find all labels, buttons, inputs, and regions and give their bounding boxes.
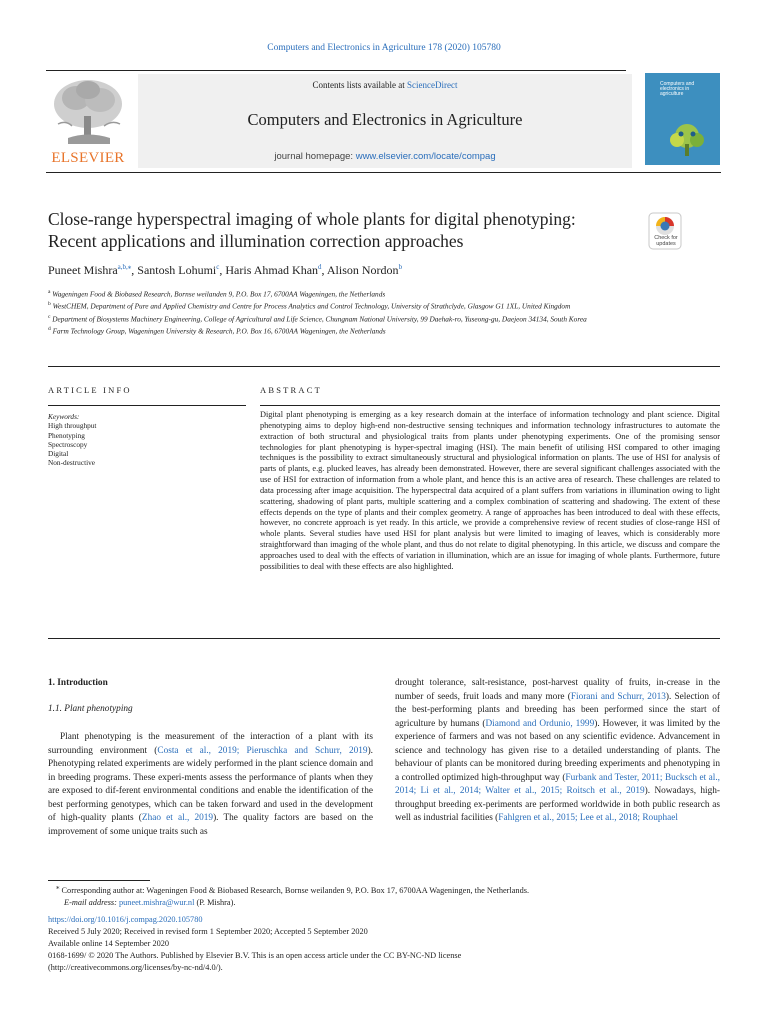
affiliation-item <box>48 287 638 299</box>
abstract-bottom-rule <box>48 638 720 639</box>
journal-title: Computers and Electronics in Agriculture <box>247 110 523 129</box>
corresponding-author-footnote <box>48 882 728 909</box>
author-separator: , <box>321 263 327 277</box>
available-online: Available online 14 September 2020 <box>48 939 170 948</box>
keyword: Spectroscopy <box>48 439 88 449</box>
article-info-heading: ARTICLE INFO <box>48 385 132 395</box>
subsection-heading: 1.1. Plant phenotyping <box>48 704 133 714</box>
citation-link[interactable]: Costa et al., 2019; Pieruschka and Schurr, 2019 <box>157 745 368 756</box>
body-text: ). Phenotyping related experiments are widely performed in the plant science domain and in breeding programs. These experi-ments assess the performance of plants when they are exposed to dif-ferent environmental conditions and enable the identification of the best performing genotypes, which can be taken forward and used in the development of high-quality plants ( <box>48 745 373 823</box>
paper-title <box>48 208 648 252</box>
paper-title-line-1: Close-range hyperspectral imaging of whole plants for digital phenotyping: <box>48 209 576 229</box>
citation-link[interactable]: Diamond and Ordunio, 1999 <box>485 718 595 729</box>
affiliation-item <box>48 299 638 311</box>
author-affiliation-mark[interactable]: a,b,⁎ <box>117 263 132 271</box>
footnote-rule <box>48 880 150 881</box>
author-affiliation-mark[interactable]: c <box>216 263 220 271</box>
paper-title-line-2: Recent applications and illumination correction approaches <box>48 231 464 251</box>
journal-reference[interactable]: Computers and Electronics in Agriculture 178 (2020) 105780 <box>267 43 501 53</box>
abstract-text: Digital plant phenotyping is emerging as a key research domain at the interface of information technology and plant science. Digital phenotyping aims to deploy high-end non-destructive sensing techniques and information technology infrastructures to automate the extraction of both structural and physiological traits from plants under phenotyping experiments. One of the promising sensor technologies for plant phenotyping is hyper-spectral imaging (HSI). The main benefit of utilising HSI compared to other imaging techniques is the possibility to extract simultaneously structural and physiological information on plants. The use of HSI for analysis of parts of plants, e.g. plucked leaves, has already been demonstrated. However, there are several significant challenges associated with the use of HSI for extraction of information from a whole plant, and hence this is an active area of research. These challenges are related to data processing after image acquisition. The hyperspectral data acquired of a plant suffers from variations in illumination owing to light scattering, shadowing of plant parts, multiple scattering and a complex combination of scattering and shadowing. The extent of these effects depends on the type of plants and their complex geometry. A range of approaches has been introduced to deal with these effects, however, no concrete approach is yet ready. In this article, we provide a comprehensive review of recent studies of close-range HSI of whole plants. Several studies have used HSI for plant analysis but were limited to imaging of leaves, which is considerably more straightforward than imaging of the whole plant, and thus do not relate to digital phenotyping. In this article, we discuss and compare the approaches used to deal with the effects of variation in illumination, which are an issue for imaging of whole plants. Furthermore, future possibilities to deal with these effects are also highlighted. <box>260 410 720 571</box>
keywords-block <box>48 412 198 468</box>
affiliation-mark: b <box>48 301 51 308</box>
received-dates: Received 5 July 2020; Received in revised form 1 September 2020; Accepted 5 September 2020 <box>48 927 368 936</box>
affiliation-mark: c <box>48 313 51 320</box>
body-text: ). Nowadays, high-throughput breeding ex-periments are performed worldwide in both public research as well as industrial facilities ( <box>395 786 720 823</box>
contents-line <box>138 80 632 90</box>
abstract-rule <box>260 405 720 406</box>
article-info-rule <box>48 405 246 406</box>
author-name[interactable]: Puneet Mishra <box>48 263 118 277</box>
body-text: ). Selection of the best-performing plants and breeding has been performed since the start of agriculture by humans ( <box>395 691 720 729</box>
email-link[interactable]: puneet.mishra@wur.nl <box>119 897 195 907</box>
body-right-column <box>395 677 720 826</box>
keyword: Phenotyping <box>48 430 85 440</box>
author-name[interactable]: Haris Ahmad Khan <box>225 263 319 277</box>
corresponding-author-text: Corresponding author at: Wageningen Food & Biobased Research, Bornse weilanden 9, P.O. Box 17, 6700AA Wageningen, the Netherlands. <box>59 885 530 895</box>
body-text: drought tolerance, salt-resistance, post-harvest quality of fruits, in-crease in the number of seeds, fruit loads and many more ( <box>395 678 720 702</box>
abstract-heading: ABSTRACT <box>260 385 322 395</box>
license-line-1: 0168-1699/ © 2020 The Authors. Published by Elsevier B.V. This is an open access article under the CC BY-NC-ND license <box>48 951 462 960</box>
author-affiliation-mark[interactable]: b <box>398 263 403 271</box>
citation-link[interactable]: Furbank and Tester, 2011; Bucksch et al., 2014; Li et al., 2014; Walter et al., 2015; Roitsch et al., 2019 <box>395 772 720 796</box>
affiliation-item <box>48 324 638 336</box>
affiliations <box>48 287 638 337</box>
contents-prefix: Contents lists available at <box>312 80 407 90</box>
author-name[interactable]: Santosh Lohumi <box>137 263 217 277</box>
cover-art-icon <box>663 118 711 160</box>
affiliation-mark: a <box>48 289 51 295</box>
front-matter <box>48 914 728 974</box>
author-list <box>48 263 688 278</box>
body-text: ). The quality factors are based on the improvement of some unique traits such as <box>48 813 374 837</box>
author-separator: , <box>219 263 226 277</box>
citation-link[interactable]: Fahlgren et al., 2015; Lee et al., 2018; Rouphael <box>498 813 678 823</box>
body-text: Plant phenotyping is the measurement of the interaction of a plant with its surrounding environment ( <box>48 732 373 756</box>
journal-homepage-line <box>138 151 632 162</box>
keyword: High throughput <box>48 421 97 431</box>
email-suffix: (P. Mishra). <box>194 897 236 907</box>
cover-title: Computers and electronics in agriculture <box>660 81 695 97</box>
header-rule-bottom <box>46 172 721 173</box>
email-label: E-mail address: <box>64 897 119 907</box>
homepage-prefix: journal homepage: <box>274 151 356 162</box>
body-left-column <box>48 731 373 839</box>
affiliation-text: Farm Technology Group, Wageningen University & Research, P.O. Box 16, 6700AA Wageningen, the Netherlands <box>52 326 386 336</box>
citation-link[interactable]: Zhao et al., 2019 <box>141 813 214 823</box>
author-name[interactable]: Alison Nordon <box>326 263 399 277</box>
keywords-title: Keywords: <box>48 412 80 421</box>
affiliation-item <box>48 312 638 324</box>
doi-link[interactable]: https://doi.org/10.1016/j.compag.2020.105780 <box>48 915 203 924</box>
affiliation-mark: d <box>48 326 51 333</box>
affiliation-text: WestCHEM, Department of Pure and Applied Chemistry and Centre for Process Analytics and Control Technology, University of Strathclyde, Glasgow G1 1XL, United Kingdom <box>52 301 571 311</box>
section-heading: 1. Introduction <box>48 678 108 688</box>
sciencedirect-link[interactable]: ScienceDirect <box>407 80 458 90</box>
affiliation-text: Wageningen Food & Biobased Research, Bornse weilanden 9, P.O. Box 17, 6700AA Wageningen, the Netherlands <box>52 289 386 299</box>
citation-link[interactable]: Fiorani and Schurr, 2013 <box>570 691 666 702</box>
elsevier-wordmark: ELSEVIER <box>51 150 125 166</box>
keyword: Digital <box>48 449 69 459</box>
footnote-mark: ⁎ <box>56 884 60 891</box>
body-text: ). However, it was limited by the experience of farmers and was not based on any scientific evidence. Advancement in science and technology has given rise to a detailed understanding of plants. The behaviour of plants can be monitored during breeding experiments and phenotyping in a controlled optimized high-throughput way ( <box>395 718 720 783</box>
license-line-2[interactable]: (http://creativecommons.org/licenses/by-nc-nd/4.0/). <box>48 963 223 972</box>
author-affiliation-mark[interactable]: d <box>318 263 322 271</box>
header-rule-top <box>46 70 626 71</box>
article-info-top-rule <box>48 366 720 367</box>
author-separator: , <box>131 263 138 277</box>
affiliation-text: Department of Biosystems Machinery Engineering, College of Agricultural and Life Science, Chungnam National University, 99 Daehak-ro, Yuseong-gu, Daejeon 34134, South Korea <box>52 314 587 324</box>
homepage-link[interactable]: www.elsevier.com/locate/compag <box>355 151 496 162</box>
crossmark-label[interactable]: Check for updates <box>654 235 678 247</box>
keyword: Non-destructive <box>48 458 96 468</box>
